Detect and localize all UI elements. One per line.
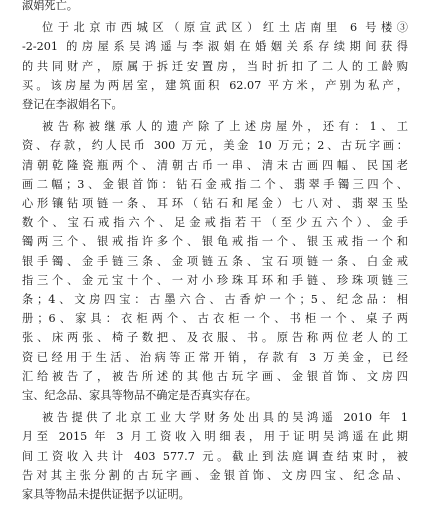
text-line: 心形镶钻项链一条、耳环（钻石和尾金）七八对、翡翠玉坠 <box>22 197 408 210</box>
text-line: 的共同财产，原属于拆迁安置房，当时折扣了二人的工龄购 <box>22 59 408 73</box>
text-line: 告对其主张分割的古玩字画、金银首饰、文房四宝、纪念品、 <box>22 468 408 482</box>
text-line: 画二幅；3、金银首饰：钻石金戒指二个、翡翠手镯三四个、 <box>22 177 408 191</box>
text-line: 资已经用于生活、治病等正常开销，存款有 3 万美金，已经 <box>22 350 408 364</box>
text-line: 月至 2015 年 3 月工资收入明细表，用于证明吴鸿遥在此期 <box>22 430 408 444</box>
text-line: 淑娟死亡。 <box>22 0 78 12</box>
text-line: 数个、宝石戒指六个、足金戒指若干（至少五六个）、金手 <box>22 216 408 230</box>
text-line: 汇给被告了，被告所述的其他古玩字画、金银首饰、文房四 <box>22 369 408 383</box>
text-line: 银手镯、金手链三条、金项链五条、宝石项链一条、白金戒 <box>22 254 408 268</box>
text-line: 被告称被继承人的遗产除了上述房屋外，还有：1、工 <box>42 120 408 134</box>
text-line: 买。该房屋为两居室，建筑面积 62.07 平方米，产别为私产， <box>22 78 408 92</box>
text-line: 家具等物品未提供证据予以证明。 <box>22 488 190 501</box>
text-line: 登记在李淑娟名下。 <box>22 98 123 111</box>
text-line: -2-201 的房屋系吴鸿遥与李淑娟在婚姻关系存续期间获得 <box>22 40 408 54</box>
text-line: 资、存款，约人民币 300 万元，美金 10 万元；2、古玩字画： <box>22 139 408 153</box>
text-line: 位于北京市西城区（原宣武区）红土店南里 6 号楼③ <box>42 21 408 35</box>
text-line: 张、床两张、椅子数把、及衣服、书。原告称两位老人的工 <box>22 331 408 345</box>
text-line: 清朝乾隆瓷瓶两个、清朝古币一串、清末古画四幅、民国老 <box>22 158 408 172</box>
text-line: 宝、纪念品、家具等物品不确定是否真实存在。 <box>22 389 257 402</box>
text-line: 被告提供了北京工业大学财务处出具的吴鸿遥 2010 年 1 <box>42 411 408 425</box>
text-line: 间工资收入共计 403 577.7 元。截止到法庭调查结束时，被 <box>22 449 408 463</box>
text-line: 册；6、家具：衣柜两个、古衣柜一个、书柜一个、桌子两 <box>22 312 408 326</box>
text-line: 指三个、金元宝十个、一对小珍珠耳环和手链、珍珠项链三 <box>22 273 408 287</box>
text-line: 条；4、文房四宝：古墨六合、古香炉一个；5、纪念品：相 <box>22 293 408 306</box>
text-line: 镯两三个、银戒指许多个、银龟戒指一个、银玉戒指一个和 <box>22 235 408 249</box>
